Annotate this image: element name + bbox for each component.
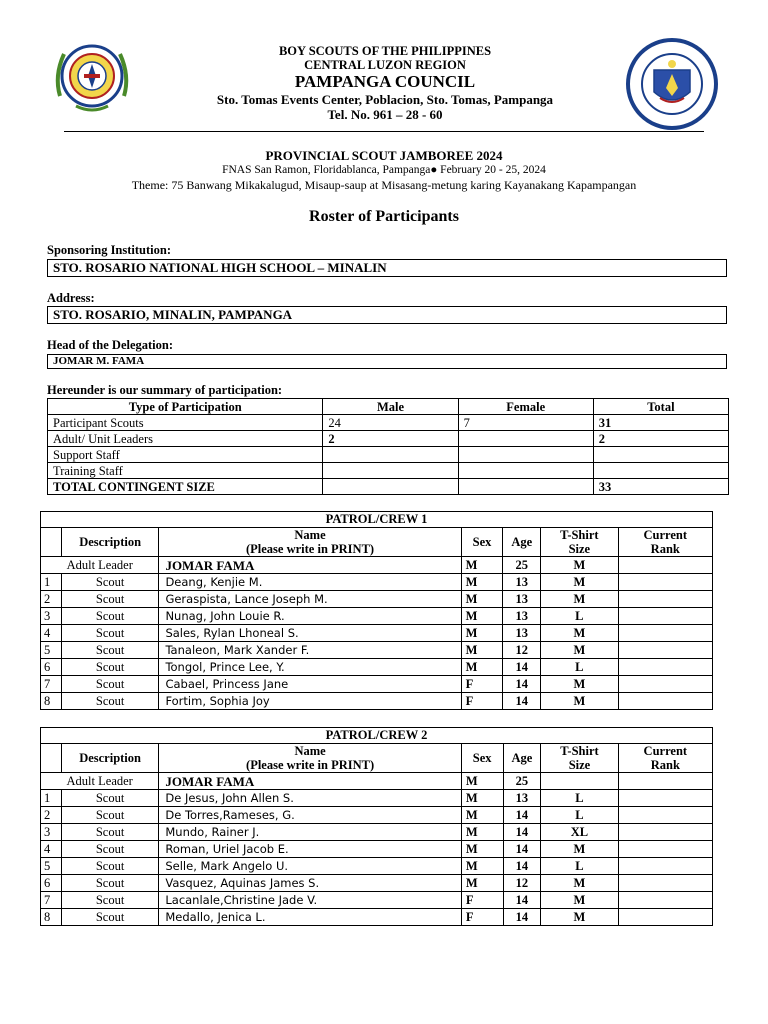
member-name: Selle, Mark Angelo U. <box>159 858 461 875</box>
member-age: 14 <box>503 659 541 676</box>
member-size: M <box>541 841 618 858</box>
summary-cell: Participant Scouts <box>48 415 323 431</box>
sponsoring-field[interactable]: STO. ROSARIO NATIONAL HIGH SCHOOL – MINALIN <box>47 259 727 277</box>
header-divider <box>64 131 704 132</box>
col-tshirt-header-line1: T-Shirt <box>560 744 599 758</box>
member-num: 1 <box>41 790 62 807</box>
member-name: De Torres,Rameses, G. <box>159 807 461 824</box>
summary-cell: Adult/ Unit Leaders <box>48 431 323 447</box>
member-num: 3 <box>41 824 62 841</box>
member-age: 13 <box>503 574 541 591</box>
leader-row <box>41 773 713 790</box>
summary-row <box>48 463 729 479</box>
member-rank <box>618 659 712 676</box>
member-desc: Scout <box>61 807 159 824</box>
member-desc: Scout <box>61 659 159 676</box>
member-age: 12 <box>503 875 541 892</box>
col-tshirt-header-line2: Size <box>568 758 591 772</box>
summary-col-total: Total <box>593 399 728 415</box>
member-age: 14 <box>503 892 541 909</box>
col-sex-header: Sex <box>461 528 503 557</box>
member-row <box>41 875 713 892</box>
head-label: Head of the Delegation: <box>47 338 174 352</box>
summary-col-male: Male <box>323 399 458 415</box>
member-num: 8 <box>41 909 62 926</box>
event-theme: Theme: 75 Banwang Mikakalugud, Misaup-saup at Misasang-metung karing Kayanakang Kapampangan <box>131 178 637 192</box>
member-size: L <box>541 790 618 807</box>
letterhead <box>0 36 768 136</box>
member-row <box>41 642 713 659</box>
summary-col-female: Female <box>458 399 593 415</box>
member-age: 13 <box>503 591 541 608</box>
roster-title: Roster of Participants <box>309 208 459 225</box>
summary-cell: 7 <box>458 415 593 431</box>
member-desc: Scout <box>61 858 159 875</box>
member-age: 14 <box>503 858 541 875</box>
member-name: Geraspista, Lance Joseph M. <box>159 591 461 608</box>
summary-cell <box>458 479 593 495</box>
summary-cell <box>323 447 458 463</box>
summary-label: Hereunder is our summary of participation: <box>47 383 283 397</box>
member-age: 14 <box>503 807 541 824</box>
member-name: Vasquez, Aquinas James S. <box>159 875 461 892</box>
member-size: M <box>541 591 618 608</box>
member-sex: M <box>461 608 503 625</box>
member-name: Lacanlale,Christine Jade V. <box>159 892 461 909</box>
col-sex-header: Sex <box>461 744 503 773</box>
member-desc: Scout <box>61 693 159 710</box>
member-sex: F <box>461 892 503 909</box>
summary-cell: 2 <box>593 431 728 447</box>
member-name: Tanaleon, Mark Xander F. <box>159 642 461 659</box>
col-tshirt-header-line1: T-Shirt <box>560 528 599 542</box>
member-name: Tongol, Prince Lee, Y. <box>159 659 461 676</box>
summary-row <box>48 431 729 447</box>
member-rank <box>618 824 712 841</box>
member-num: 7 <box>41 892 62 909</box>
member-name: Deang, Kenjie M. <box>159 574 461 591</box>
col-name-header-line2: (Please write in PRINT) <box>246 758 375 772</box>
col-rank-header-line2: Rank <box>650 542 680 556</box>
member-name: Mundo, Rainer J. <box>159 824 461 841</box>
member-desc: Scout <box>61 574 159 591</box>
member-age: 14 <box>503 824 541 841</box>
summary-cell <box>323 479 458 495</box>
summary-cell <box>458 463 593 479</box>
summary-row <box>48 447 729 463</box>
address-field[interactable]: STO. ROSARIO, MINALIN, PAMPANGA <box>47 306 727 324</box>
summary-cell: 2 <box>323 431 458 447</box>
summary-cell <box>593 447 728 463</box>
member-name: Fortim, Sophia Joy <box>159 693 461 710</box>
member-sex: M <box>461 824 503 841</box>
summary-cell: 24 <box>323 415 458 431</box>
member-age: 13 <box>503 790 541 807</box>
member-rank <box>618 807 712 824</box>
member-size: L <box>541 858 618 875</box>
summary-total-row <box>48 479 729 495</box>
council-name: PAMPANGA COUNCIL <box>294 72 476 91</box>
leader-sex: M <box>461 557 503 574</box>
leader-age: 25 <box>503 773 541 790</box>
member-age: 14 <box>503 676 541 693</box>
member-name: Nunag, John Louie R. <box>159 608 461 625</box>
member-num: 7 <box>41 676 62 693</box>
member-rank <box>618 790 712 807</box>
leader-rank <box>618 557 712 574</box>
member-sex: M <box>461 574 503 591</box>
summary-col-type: Type of Participation <box>48 399 323 415</box>
member-row <box>41 608 713 625</box>
member-age: 13 <box>503 625 541 642</box>
col-rank-header-line2: Rank <box>650 758 680 772</box>
member-size: M <box>541 892 618 909</box>
member-sex: M <box>461 875 503 892</box>
col-rank-header <box>618 528 712 557</box>
patrol-title: PATROL/CREW 2 <box>41 728 713 744</box>
member-size: M <box>541 676 618 693</box>
col-tshirt-header <box>541 744 618 773</box>
deped-seal-icon <box>624 36 720 132</box>
member-row <box>41 824 713 841</box>
leader-size <box>541 773 618 790</box>
col-name-header-line1: Name <box>294 528 326 542</box>
member-num: 3 <box>41 608 62 625</box>
member-desc: Scout <box>61 892 159 909</box>
col-tshirt-header-line2: Size <box>568 542 591 556</box>
council-address: Sto. Tomas Events Center, Poblacion, Sto. Tomas, Pampanga <box>216 92 554 107</box>
leader-desc: Adult Leader <box>41 557 159 574</box>
member-row <box>41 790 713 807</box>
summary-cell <box>458 447 593 463</box>
member-age: 14 <box>503 841 541 858</box>
member-row <box>41 625 713 642</box>
member-num: 4 <box>41 841 62 858</box>
member-row <box>41 591 713 608</box>
member-rank <box>618 858 712 875</box>
org-name: BOY SCOUTS OF THE PHILIPPINES <box>278 44 492 58</box>
address-label: Address: <box>47 291 95 305</box>
col-num-header <box>41 744 62 773</box>
member-num: 8 <box>41 693 62 710</box>
member-desc: Scout <box>61 790 159 807</box>
leader-name: JOMAR FAMA <box>159 557 461 574</box>
col-age-header: Age <box>503 744 541 773</box>
member-desc: Scout <box>61 608 159 625</box>
col-name-header-line1: Name <box>294 744 326 758</box>
member-rank <box>618 693 712 710</box>
summary-cell <box>458 431 593 447</box>
patrol-header-row <box>41 528 713 557</box>
patrol-header-row <box>41 744 713 773</box>
col-description-header: Description <box>61 744 159 773</box>
summary-cell: 31 <box>593 415 728 431</box>
member-sex: M <box>461 642 503 659</box>
patrol-table-1 <box>40 511 713 710</box>
member-row <box>41 892 713 909</box>
member-size: L <box>541 659 618 676</box>
patrol-table-2 <box>40 727 713 926</box>
member-row <box>41 807 713 824</box>
col-rank-header-line1: Current <box>643 744 688 758</box>
member-row <box>41 858 713 875</box>
member-desc: Scout <box>61 642 159 659</box>
member-row <box>41 693 713 710</box>
member-rank <box>618 875 712 892</box>
member-size: M <box>541 642 618 659</box>
member-desc: Scout <box>61 676 159 693</box>
member-num: 1 <box>41 574 62 591</box>
summary-table <box>47 398 729 495</box>
member-num: 5 <box>41 858 62 875</box>
col-num-header <box>41 528 62 557</box>
member-sex: M <box>461 841 503 858</box>
summary-row <box>48 415 729 431</box>
summary-cell <box>593 463 728 479</box>
member-desc: Scout <box>61 875 159 892</box>
member-rank <box>618 591 712 608</box>
summary-header-row <box>48 399 729 415</box>
council-tel: Tel. No. 961 – 28 - 60 <box>327 107 443 122</box>
member-size: XL <box>541 824 618 841</box>
member-sex: F <box>461 909 503 926</box>
member-name: Sales, Rylan Lhoneal S. <box>159 625 461 642</box>
member-rank <box>618 841 712 858</box>
member-sex: M <box>461 591 503 608</box>
leader-name: JOMAR FAMA <box>159 773 461 790</box>
col-name-header <box>159 744 461 773</box>
event-venue: FNAS San Ramon, Floridablanca, Pampanga● February 20 - 25, 2024 <box>222 164 546 176</box>
member-desc: Scout <box>61 824 159 841</box>
leader-rank <box>618 773 712 790</box>
member-num: 5 <box>41 642 62 659</box>
member-name: Medallo, Jenica L. <box>159 909 461 926</box>
patrol-title: PATROL/CREW 1 <box>41 512 713 528</box>
member-name: De Jesus, John Allen S. <box>159 790 461 807</box>
member-sex: M <box>461 807 503 824</box>
member-age: 13 <box>503 608 541 625</box>
summary-cell: 33 <box>593 479 728 495</box>
member-age: 14 <box>503 909 541 926</box>
member-rank <box>618 574 712 591</box>
member-size: L <box>541 608 618 625</box>
col-description-header: Description <box>61 528 159 557</box>
member-sex: M <box>461 858 503 875</box>
summary-cell <box>323 463 458 479</box>
summary-cell: Training Staff <box>48 463 323 479</box>
bsp-pampanga-council-logo-icon <box>50 36 134 120</box>
member-size: M <box>541 909 618 926</box>
member-row <box>41 909 713 926</box>
event-title: PROVINCIAL SCOUT JAMBOREE 2024 <box>265 148 503 163</box>
member-size: M <box>541 875 618 892</box>
sponsoring-label: Sponsoring Institution: <box>47 243 171 257</box>
region-name: CENTRAL LUZON REGION <box>304 58 466 72</box>
member-rank <box>618 892 712 909</box>
member-rank <box>618 642 712 659</box>
member-num: 6 <box>41 659 62 676</box>
col-age-header: Age <box>503 528 541 557</box>
member-desc: Scout <box>61 625 159 642</box>
member-size: M <box>541 625 618 642</box>
col-rank-header-line1: Current <box>643 528 688 542</box>
member-sex: M <box>461 625 503 642</box>
member-age: 14 <box>503 693 541 710</box>
leader-row <box>41 557 713 574</box>
member-sex: F <box>461 676 503 693</box>
summary-cell: Support Staff <box>48 447 323 463</box>
member-num: 2 <box>41 807 62 824</box>
member-row <box>41 659 713 676</box>
member-rank <box>618 608 712 625</box>
member-row <box>41 841 713 858</box>
member-name: Cabael, Princess Jane <box>159 676 461 693</box>
leader-age: 25 <box>503 557 541 574</box>
col-rank-header <box>618 744 712 773</box>
member-size: L <box>541 807 618 824</box>
member-num: 2 <box>41 591 62 608</box>
col-tshirt-header <box>541 528 618 557</box>
leader-sex: M <box>461 773 503 790</box>
member-sex: M <box>461 790 503 807</box>
member-num: 4 <box>41 625 62 642</box>
member-rank <box>618 909 712 926</box>
member-desc: Scout <box>61 841 159 858</box>
leader-size: M <box>541 557 618 574</box>
member-row <box>41 574 713 591</box>
col-name-header <box>159 528 461 557</box>
member-desc: Scout <box>61 591 159 608</box>
member-rank <box>618 625 712 642</box>
member-row <box>41 676 713 693</box>
head-field[interactable]: JOMAR M. FAMA <box>47 354 727 369</box>
member-sex: M <box>461 659 503 676</box>
member-size: M <box>541 574 618 591</box>
summary-cell: TOTAL CONTINGENT SIZE <box>48 479 323 495</box>
member-name: Roman, Uriel Jacob E. <box>159 841 461 858</box>
member-rank <box>618 676 712 693</box>
col-name-header-line2: (Please write in PRINT) <box>245 542 375 556</box>
member-age: 12 <box>503 642 541 659</box>
member-desc: Scout <box>61 909 159 926</box>
member-size: M <box>541 693 618 710</box>
member-sex: F <box>461 693 503 710</box>
member-num: 6 <box>41 875 62 892</box>
leader-desc: Adult Leader <box>41 773 159 790</box>
